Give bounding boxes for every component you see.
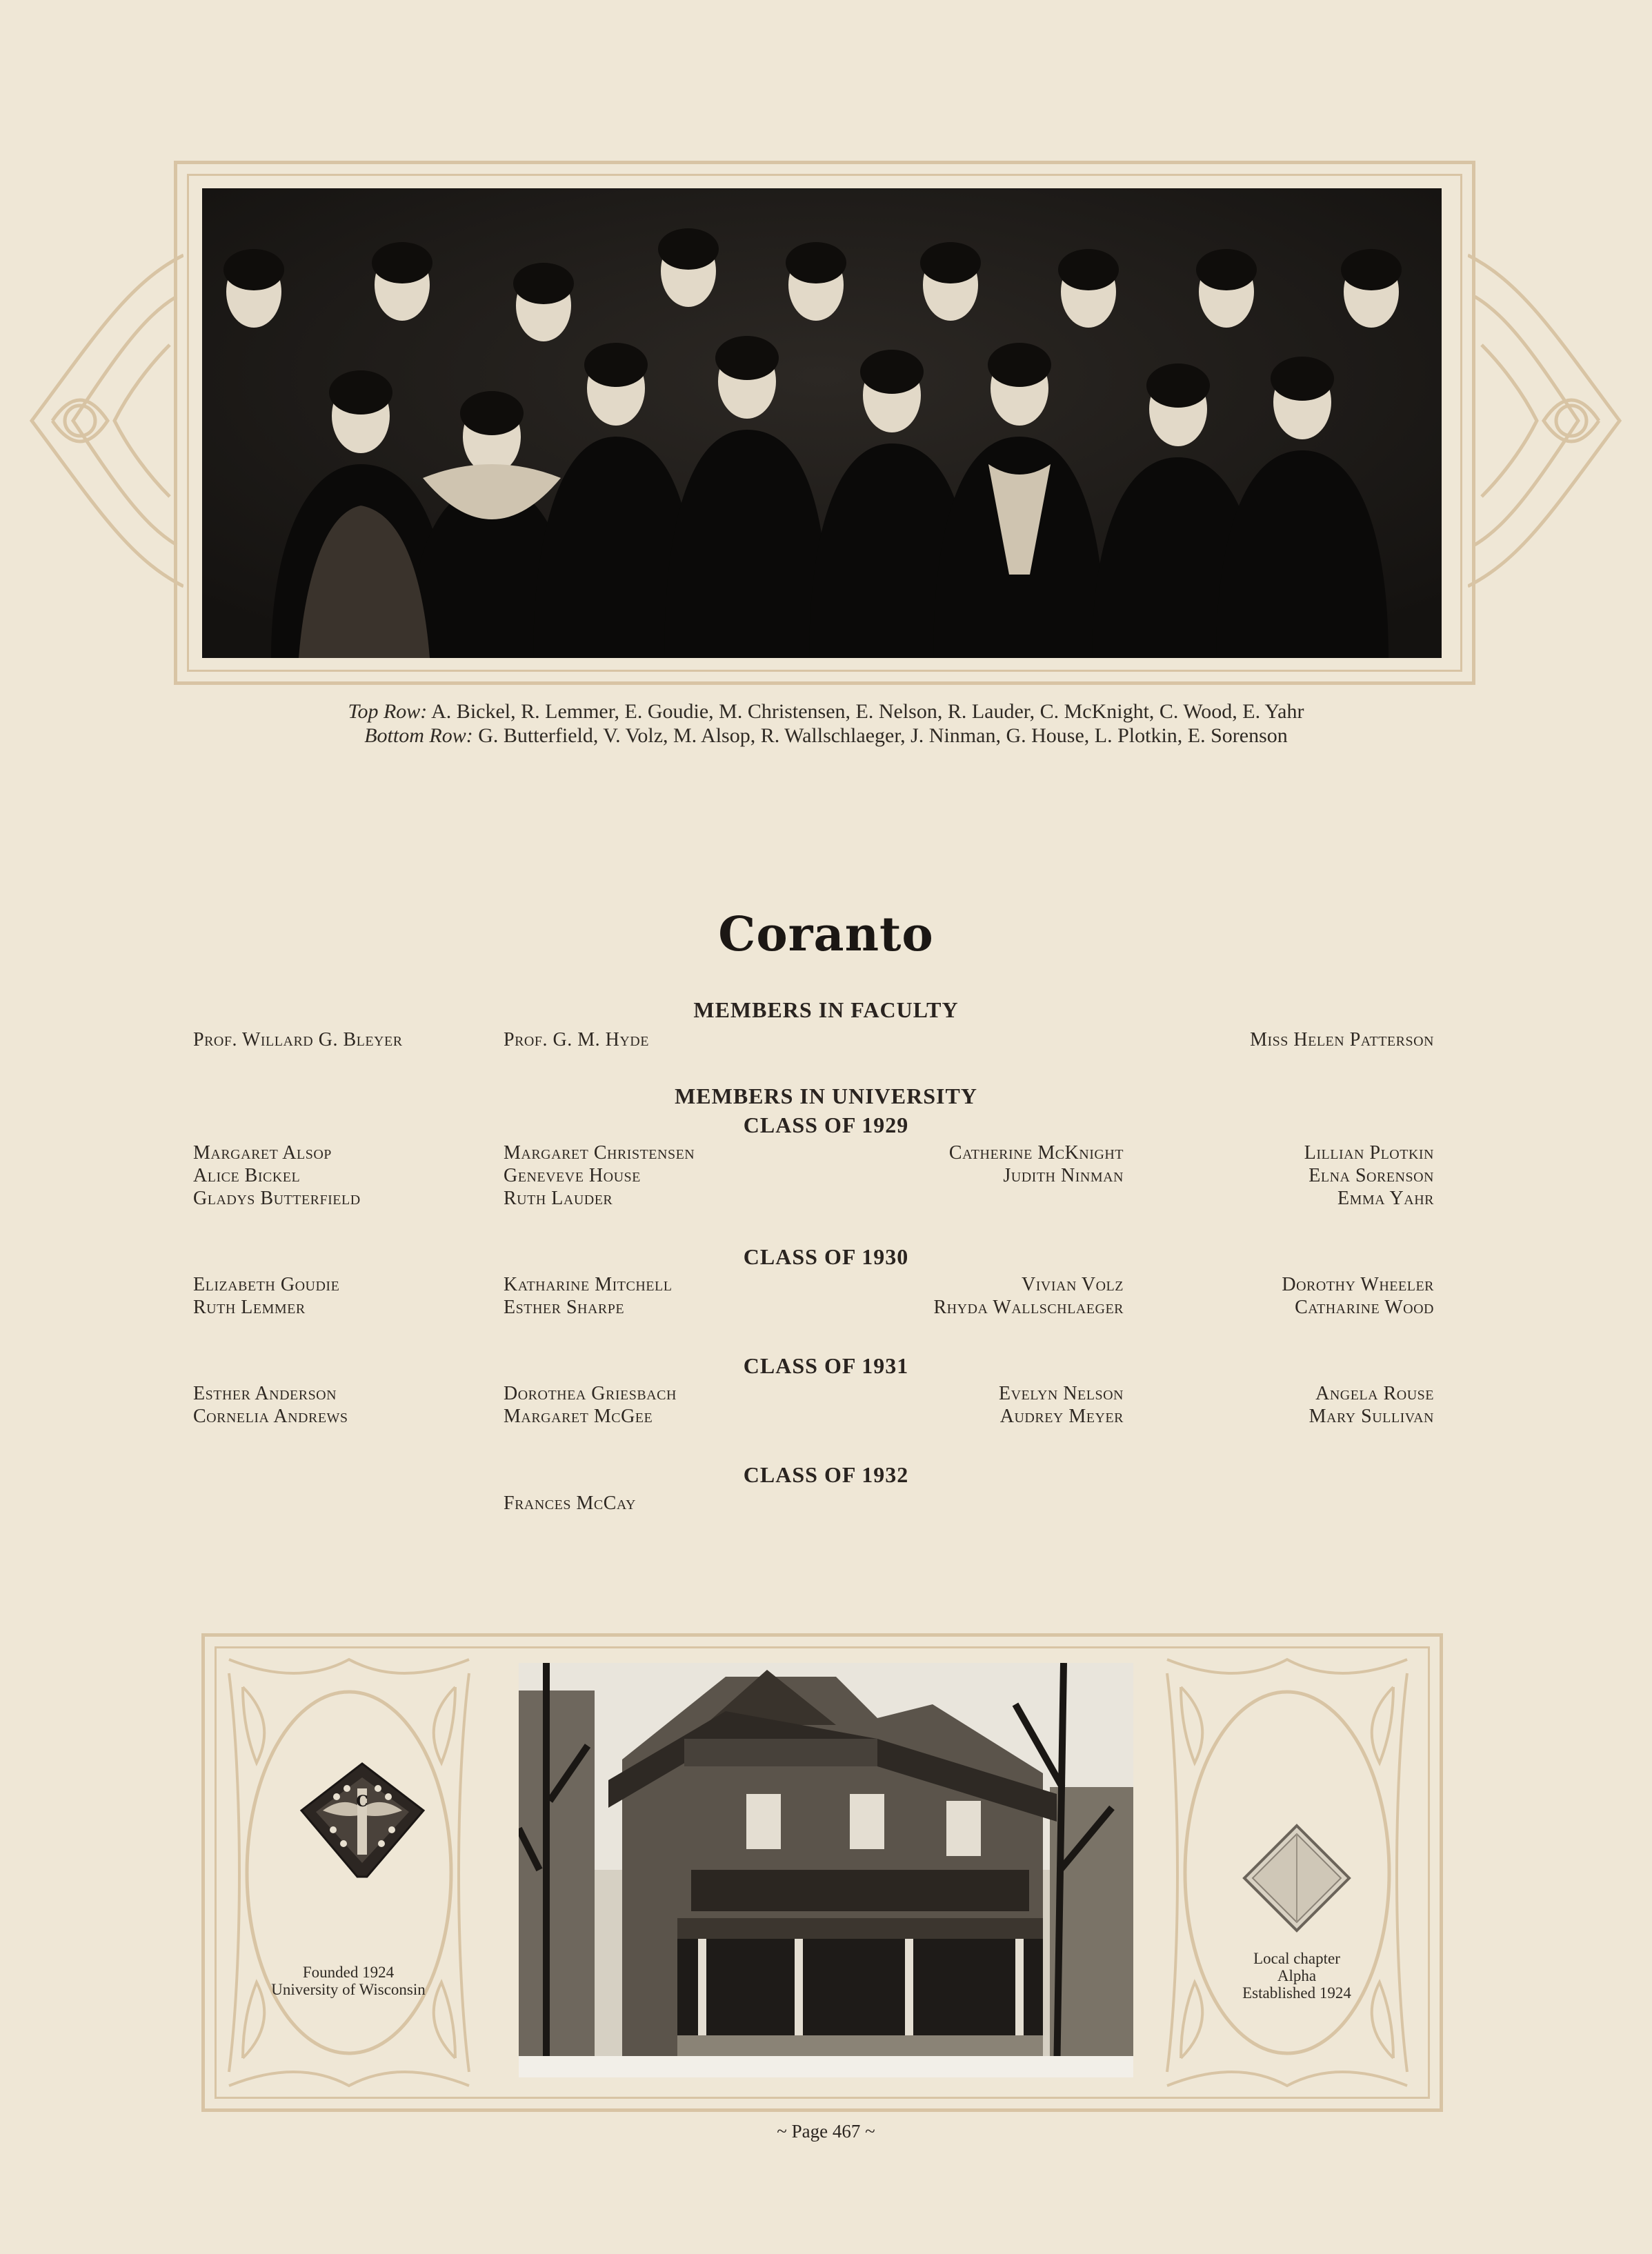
member-name: Dorothea Griesbach <box>504 1383 677 1404</box>
member-name: Cornelia Andrews <box>193 1406 348 1427</box>
class-1931-column-3 <box>999 1382 1124 1428</box>
member-name: Rhyda Wallschlaeger <box>933 1297 1124 1318</box>
chapter-house-photo <box>519 1663 1133 2077</box>
member-name: Evelyn Nelson <box>998 1383 1124 1404</box>
member-name: Catherine McKnight <box>948 1142 1124 1164</box>
member-name: Angela Rouse <box>1315 1383 1434 1404</box>
chapter-line-3: Established 1924 <box>1242 1984 1351 2002</box>
coranto-badge-icon <box>295 1761 430 1879</box>
faculty-name: Miss Helen Patterson <box>1250 1029 1434 1050</box>
caption-bottom-row <box>0 724 1652 748</box>
member-name: Audrey Meyer <box>999 1406 1124 1427</box>
chapter-line-2: Alpha <box>1277 1967 1317 1984</box>
group-photo <box>202 188 1442 658</box>
caption-top-row-label: Top Row: <box>348 700 428 723</box>
class-1929-column-3 <box>949 1141 1124 1187</box>
member-name: Margaret McGee <box>504 1406 653 1427</box>
class-1929-column-2 <box>504 1141 695 1210</box>
class-1929-column-1 <box>193 1141 361 1210</box>
member-name: Vivian Volz <box>1022 1274 1124 1295</box>
caption-bottom-row-names: G. Butterfield, V. Volz, M. Alsop, R. Wallschlaeger, J. Ninman, G. House, L. Plotkin, E. Sorenson <box>478 724 1288 747</box>
founded-line-1: Founded 1924 <box>302 1964 395 1981</box>
member-name: Geneveve House <box>504 1165 641 1186</box>
member-name: Gladys Butterfield <box>193 1188 361 1209</box>
member-name: Ruth Lauder <box>504 1188 613 1209</box>
member-name: Alice Bickel <box>193 1165 301 1186</box>
class-1931-column-2 <box>504 1382 677 1428</box>
member-name: Judith Ninman <box>1003 1165 1124 1186</box>
chapter-text <box>1221 1950 1373 2002</box>
class-1932-column-2 <box>504 1492 636 1515</box>
member-name: Margaret Christensen <box>504 1142 695 1164</box>
faculty-name: Prof. Willard G. Bleyer <box>193 1029 403 1050</box>
caption-top-row <box>0 700 1652 724</box>
class-1930-column-4 <box>1282 1273 1434 1319</box>
member-name: Esther Sharpe <box>504 1297 625 1318</box>
founded-line-2: University of Wisconsin <box>271 1981 426 1998</box>
member-name: Lillian Plotkin <box>1304 1142 1434 1164</box>
ornament-right <box>1468 241 1640 600</box>
member-name: Elizabeth Goudie <box>193 1274 340 1295</box>
member-name: Ruth Lemmer <box>193 1297 306 1318</box>
class-1930-column-1 <box>193 1273 339 1319</box>
member-name: Frances McCay <box>504 1493 636 1514</box>
class-1931-column-4 <box>1309 1382 1434 1428</box>
faculty-name: Prof. G. M. Hyde <box>504 1029 649 1050</box>
page-number: ~ Page 467 ~ <box>777 2121 875 2142</box>
university-heading: MEMBERS IN UNIVERSITY <box>675 1084 977 1108</box>
member-name: Catharine Wood <box>1295 1297 1434 1318</box>
member-name: Elna Sorenson <box>1308 1165 1434 1186</box>
class-1931-column-1 <box>193 1382 348 1428</box>
founded-text <box>269 1964 428 1998</box>
member-name: Katharine Mitchell <box>504 1274 673 1295</box>
member-name: Margaret Alsop <box>193 1142 332 1164</box>
member-name: Mary Sullivan <box>1308 1406 1434 1427</box>
diamond-pin-icon <box>1242 1823 1352 1933</box>
class-1929-column-4 <box>1304 1141 1434 1210</box>
member-name: Emma Yahr <box>1337 1188 1434 1209</box>
page-title: Coranto <box>718 907 934 962</box>
class-heading: CLASS OF 1930 <box>743 1244 909 1269</box>
class-1930-column-2 <box>504 1273 672 1319</box>
member-name: Esther Anderson <box>193 1383 337 1404</box>
class-heading: CLASS OF 1932 <box>743 1462 909 1487</box>
caption-top-row-names: A. Bickel, R. Lemmer, E. Goudie, M. Christensen, E. Nelson, R. Lauder, C. McKnight, C. Wood, E. Yahr <box>431 700 1304 723</box>
ornament-left <box>11 241 183 600</box>
faculty-heading: MEMBERS IN FACULTY <box>693 997 959 1022</box>
class-1930-column-3 <box>933 1273 1124 1319</box>
chapter-line-1: Local chapter <box>1253 1950 1340 1967</box>
caption-bottom-row-label: Bottom Row: <box>364 724 473 747</box>
svg-text:C: C <box>356 1793 368 1811</box>
class-heading: CLASS OF 1929 <box>743 1113 909 1137</box>
class-heading: CLASS OF 1931 <box>743 1353 909 1378</box>
member-name: Dorothy Wheeler <box>1282 1274 1434 1295</box>
